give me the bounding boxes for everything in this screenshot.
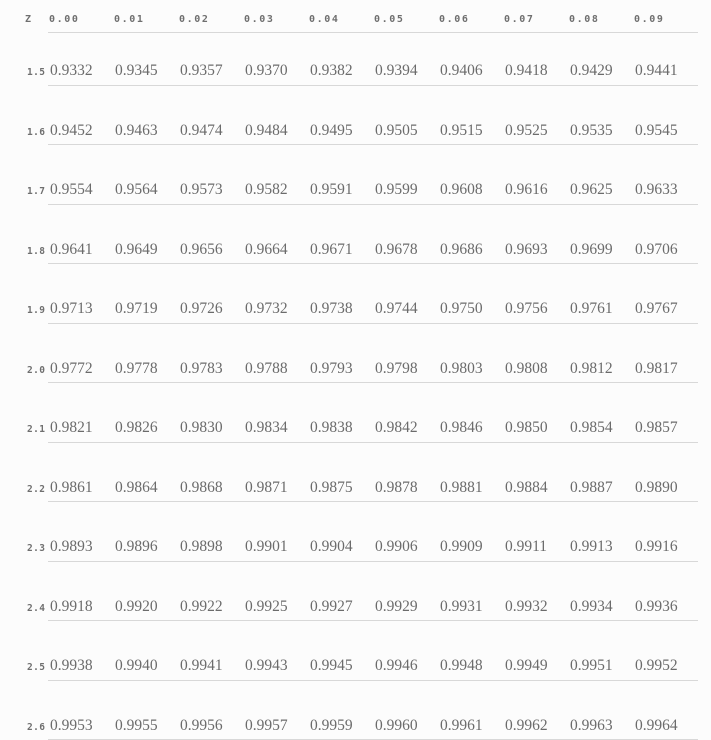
table-cell: 0.9838 [308, 383, 373, 443]
table-cell: 0.9738 [308, 264, 373, 324]
column-header: 0.09 [633, 0, 698, 33]
table-cell: 0.9896 [113, 502, 178, 562]
z-table-head [25, 0, 698, 33]
table-cell: 0.9871 [243, 442, 308, 502]
table-cell: 0.9850 [503, 383, 568, 443]
table-row [25, 85, 698, 145]
table-cell: 0.9582 [243, 145, 308, 205]
table-cell: 0.9761 [568, 264, 633, 324]
table-cell: 0.9788 [243, 323, 308, 383]
table-cell: 0.9918 [48, 561, 113, 621]
table-cell: 0.9756 [503, 264, 568, 324]
table-row [25, 442, 698, 502]
column-header: 0.06 [438, 0, 503, 33]
row-label: 2.6 [27, 721, 46, 733]
table-cell: 0.9812 [568, 323, 633, 383]
table-cell: 0.9525 [503, 85, 568, 145]
row-label: 2.5 [27, 662, 46, 673]
table-cell: 0.9911 [503, 502, 568, 562]
table-cell: 0.9370 [243, 33, 308, 86]
table-cell: 0.9678 [373, 204, 438, 264]
table-cell: 0.9938 [48, 621, 113, 681]
table-cell: 0.9591 [308, 145, 373, 205]
column-header: 0.03 [243, 0, 308, 33]
table-cell: 0.9484 [243, 85, 308, 145]
table-cell: 0.9573 [178, 145, 243, 205]
table-cell: 0.9783 [178, 323, 243, 383]
table-cell: 0.9649 [113, 204, 178, 264]
table-cell: 0.9535 [568, 85, 633, 145]
table-cell: 0.9441 [633, 33, 698, 86]
table-cell: 0.9887 [568, 442, 633, 502]
table-cell: 0.9922 [178, 561, 243, 621]
table-cell: 0.9834 [243, 383, 308, 443]
table-cell: 0.9772 [48, 323, 113, 383]
table-cell: 0.9744 [373, 264, 438, 324]
table-cell: 0.9960 [373, 680, 438, 740]
table-cell: 0.9916 [633, 502, 698, 562]
table-cell: 0.9890 [633, 442, 698, 502]
table-cell: 0.9946 [373, 621, 438, 681]
table-cell: 0.9943 [243, 621, 308, 681]
table-cell: 0.9864 [113, 442, 178, 502]
table-cell: 0.9699 [568, 204, 633, 264]
table-cell: 0.9949 [503, 621, 568, 681]
table-cell: 0.9830 [178, 383, 243, 443]
table-cell: 0.9963 [568, 680, 633, 740]
table-cell: 0.9671 [308, 204, 373, 264]
table-cell: 0.9808 [503, 323, 568, 383]
table-row [25, 621, 698, 681]
table-cell: 0.9656 [178, 204, 243, 264]
table-cell: 0.9861 [48, 442, 113, 502]
table-cell: 0.9941 [178, 621, 243, 681]
table-cell: 0.9463 [113, 85, 178, 145]
row-label: 1.5 [27, 67, 46, 78]
row-label: 2.2 [27, 483, 46, 495]
column-header: 0.05 [373, 0, 438, 33]
row-label: 1.8 [27, 245, 46, 257]
table-cell: 0.9554 [48, 145, 113, 205]
table-cell: 0.9875 [308, 442, 373, 502]
table-cell: 0.9452 [48, 85, 113, 145]
table-cell: 0.9962 [503, 680, 568, 740]
table-cell: 0.9750 [438, 264, 503, 324]
table-cell: 0.9798 [373, 323, 438, 383]
table-cell: 0.9693 [503, 204, 568, 264]
table-cell: 0.9382 [308, 33, 373, 86]
table-cell: 0.9857 [633, 383, 698, 443]
table-cell: 0.9719 [113, 264, 178, 324]
table-cell: 0.9625 [568, 145, 633, 205]
table-cell: 0.9394 [373, 33, 438, 86]
table-cell: 0.9948 [438, 621, 503, 681]
table-cell: 0.9474 [178, 85, 243, 145]
table-cell: 0.9686 [438, 204, 503, 264]
table-cell: 0.9956 [178, 680, 243, 740]
table-cell: 0.9767 [633, 264, 698, 324]
row-label: 2.4 [27, 602, 46, 614]
table-cell: 0.9893 [48, 502, 113, 562]
table-cell: 0.9925 [243, 561, 308, 621]
table-cell: 0.9906 [373, 502, 438, 562]
table-cell: 0.9616 [503, 145, 568, 205]
table-cell: 0.9932 [503, 561, 568, 621]
row-label: 2.0 [27, 364, 46, 376]
row-label: 1.9 [27, 305, 46, 316]
table-cell: 0.9945 [308, 621, 373, 681]
table-cell: 0.9936 [633, 561, 698, 621]
table-cell: 0.9842 [373, 383, 438, 443]
table-cell: 0.9826 [113, 383, 178, 443]
table-cell: 0.9332 [48, 33, 113, 86]
table-cell: 0.9898 [178, 502, 243, 562]
column-header: 0.08 [568, 0, 633, 33]
table-cell: 0.9952 [633, 621, 698, 681]
table-cell: 0.9878 [373, 442, 438, 502]
table-cell: 0.9904 [308, 502, 373, 562]
table-cell: 0.9803 [438, 323, 503, 383]
table-row [25, 145, 698, 205]
table-cell: 0.9641 [48, 204, 113, 264]
column-header: 0.01 [113, 0, 178, 33]
column-header: 0.04 [308, 0, 373, 33]
table-row [25, 561, 698, 621]
column-header: 0.07 [503, 0, 568, 33]
table-cell: 0.9793 [308, 323, 373, 383]
table-row [25, 264, 698, 324]
table-cell: 0.9345 [113, 33, 178, 86]
table-cell: 0.9901 [243, 502, 308, 562]
z-table-body [25, 33, 698, 740]
table-cell: 0.9495 [308, 85, 373, 145]
table-cell: 0.9821 [48, 383, 113, 443]
table-cell: 0.9545 [633, 85, 698, 145]
table-row [25, 323, 698, 383]
table-cell: 0.9418 [503, 33, 568, 86]
table-cell: 0.9854 [568, 383, 633, 443]
table-cell: 0.9706 [633, 204, 698, 264]
row-label: 2.3 [27, 543, 46, 554]
table-cell: 0.9406 [438, 33, 503, 86]
table-cell: 0.9732 [243, 264, 308, 324]
row-label: 1.7 [27, 186, 46, 197]
table-cell: 0.9881 [438, 442, 503, 502]
table-cell: 0.9957 [243, 680, 308, 740]
table-cell: 0.9664 [243, 204, 308, 264]
table-cell: 0.9726 [178, 264, 243, 324]
table-cell: 0.9955 [113, 680, 178, 740]
table-row [25, 33, 698, 86]
column-header: 0.00 [48, 0, 113, 33]
table-row [25, 502, 698, 562]
table-cell: 0.9884 [503, 442, 568, 502]
table-cell: 0.9817 [633, 323, 698, 383]
table-cell: 0.9429 [568, 33, 633, 86]
row-label: 2.1 [27, 424, 46, 435]
table-cell: 0.9913 [568, 502, 633, 562]
table-cell: 0.9357 [178, 33, 243, 86]
table-cell: 0.9505 [373, 85, 438, 145]
table-cell: 0.9931 [438, 561, 503, 621]
table-cell: 0.9953 [48, 680, 113, 740]
table-cell: 0.9940 [113, 621, 178, 681]
header-row [25, 0, 698, 33]
table-cell: 0.9927 [308, 561, 373, 621]
table-cell: 0.9961 [438, 680, 503, 740]
table-cell: 0.9929 [373, 561, 438, 621]
table-cell: 0.9778 [113, 323, 178, 383]
table-cell: 0.9909 [438, 502, 503, 562]
table-cell: 0.9951 [568, 621, 633, 681]
row-label: 1.6 [27, 126, 46, 138]
corner-label: Z [25, 14, 32, 25]
table-row [25, 680, 698, 740]
table-row [25, 383, 698, 443]
table-cell: 0.9515 [438, 85, 503, 145]
table-cell: 0.9934 [568, 561, 633, 621]
table-cell: 0.9964 [633, 680, 698, 740]
table-cell: 0.9608 [438, 145, 503, 205]
table-cell: 0.9633 [633, 145, 698, 205]
table-cell: 0.9959 [308, 680, 373, 740]
column-header: 0.02 [178, 0, 243, 33]
z-table [25, 0, 698, 740]
table-cell: 0.9564 [113, 145, 178, 205]
table-cell: 0.9713 [48, 264, 113, 324]
table-cell: 0.9868 [178, 442, 243, 502]
table-cell: 0.9920 [113, 561, 178, 621]
table-cell: 0.9846 [438, 383, 503, 443]
table-cell: 0.9599 [373, 145, 438, 205]
table-row [25, 204, 698, 264]
